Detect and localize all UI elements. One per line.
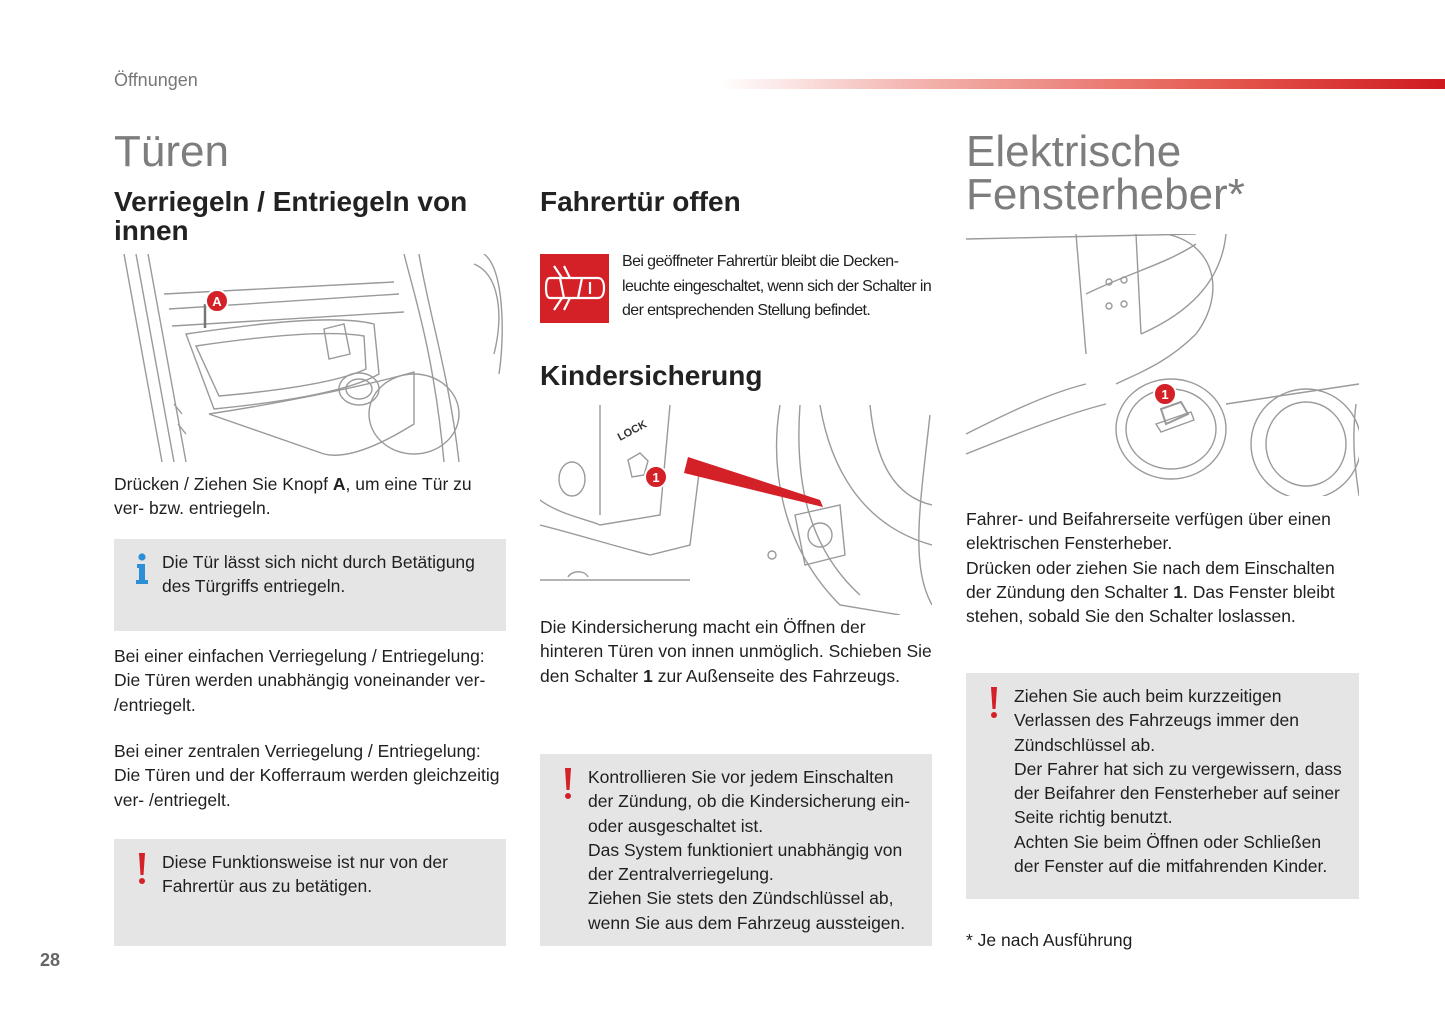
window-warning-line-2: Der Fahrer hat sich zu vergewissern, dass der Beifahrer den Fensterheber auf seiner Seite richtig benutzt. — [1014, 758, 1342, 828]
info-text: Die Tür lässt sich nicht durch Betätigung des Türgriffs entriegeln. — [162, 552, 475, 597]
page-title: Türen — [114, 127, 229, 176]
window-warning-box — [966, 673, 1359, 899]
door-open-icon — [540, 254, 609, 323]
child-lock-illustration — [540, 405, 932, 615]
driver-door-text: Bei geöffneter Fahrertür bleibt die Decken-leuchte eingeschaltet, wenn sich der Schalter in der entsprechenden Stellung befindet. — [622, 253, 932, 319]
child-lock-text-bold: 1 — [643, 665, 653, 686]
lock-text-end: , um eine Tür zu ver- bzw. entriegeln. — [114, 474, 472, 519]
warning-box — [114, 839, 506, 946]
callout-1-child-lock: 1 — [652, 470, 660, 485]
window-warning-text — [1014, 684, 1347, 878]
child-lock-warning-line-1: Kontrollieren Sie vor jedem Einschalten der Zündung, ob die Kindersicherung ein- oder ausgeschaltet ist. — [588, 767, 911, 836]
window-lifter-illustration — [966, 234, 1359, 496]
window-lifter-title — [966, 127, 1245, 219]
section-heading-child-lock: Kindersicherung — [540, 360, 763, 391]
info-box — [114, 539, 506, 631]
warning-icon — [558, 766, 578, 802]
window-lifter-text-start: Drücken oder ziehen Sie nach dem Einschalten der Zündung den Schalter — [966, 557, 1335, 602]
child-lock-warning-line-3: Ziehen Sie stets den Zündschlüssel ab, wenn Sie aus dem Fahrzeug aussteigen. — [588, 888, 906, 933]
section-heading-driver-door: Fahrertür offen — [540, 186, 741, 217]
warning-text: Diese Funktionsweise ist nur von der Fahrertür aus zu betätigen. — [162, 852, 448, 897]
window-lifter-title-line-1: Elektrische — [966, 127, 1182, 176]
central-lock-paragraph: Bei einer zentralen Verriegelung / Entriegelung: Die Türen und der Kofferraum werden gleichzeitig ver- /entriegelt. — [114, 741, 500, 810]
window-lifter-text-bold: 1 — [1173, 581, 1183, 602]
simple-lock-paragraph: Bei einer einfachen Verriegelung / Entriegelung: Die Türen werden unabhängig voneinander ver- /entriegelt. — [114, 646, 486, 715]
child-lock-paragraph — [540, 615, 932, 688]
callout-1-window: 1 — [1161, 387, 1169, 402]
footnote: * Je nach Ausführung — [966, 930, 1133, 950]
window-lifter-text-line-1: Fahrer- und Beifahrerseite verfügen über einen elektrischen Fensterheber. — [966, 509, 1331, 554]
child-lock-text-end: zur Außenseite des Fahrzeugs. — [652, 665, 900, 686]
warning-icon — [984, 685, 1004, 721]
lock-paragraph — [114, 472, 506, 521]
info-icon — [132, 551, 152, 587]
callout-a: A — [212, 294, 222, 309]
child-lock-warning-box — [540, 754, 932, 946]
child-lock-warning-text — [588, 765, 920, 935]
page-number: 28 — [40, 950, 61, 970]
window-lifter-title-line-2: Fensterheber* — [966, 170, 1245, 219]
header-gradient-bar — [720, 79, 1445, 89]
window-lifter-text-line-2 — [966, 556, 1361, 629]
window-lifter-paragraph — [966, 507, 1361, 628]
window-warning-line-1: Ziehen Sie auch beim kurzzeitigen Verlassen des Fahrzeugs immer den Zündschlüssel ab. — [1014, 686, 1299, 755]
child-lock-warning-line-2: Das System funktioniert unabhängig von der Zentralverriegelung. — [588, 839, 903, 885]
lock-text-bold: A — [332, 474, 346, 494]
window-lifter-text-end: . Das Fenster bleibt stehen, sobald Sie den Schalter loslassen. — [966, 581, 1335, 627]
section-label: Öffnungen — [114, 70, 198, 90]
window-warning-line-3: Achten Sie beim Öffnen oder Schließen der Fenster auf die mitfahrenden Kinder. — [1014, 831, 1328, 877]
section-heading-lock: Verriegeln / Entriegeln von innen — [114, 186, 468, 246]
lock-label: LOCK — [615, 418, 649, 444]
door-interior-illustration — [114, 254, 505, 462]
lock-text-start: Drücken / Ziehen Sie Knopf — [114, 474, 333, 494]
warning-icon — [132, 851, 152, 887]
child-lock-text-start: Die Kindersicherung macht ein Öffnen der hinteren Türen von innen unmöglich. Schieben Sie den Schalter — [540, 617, 932, 686]
